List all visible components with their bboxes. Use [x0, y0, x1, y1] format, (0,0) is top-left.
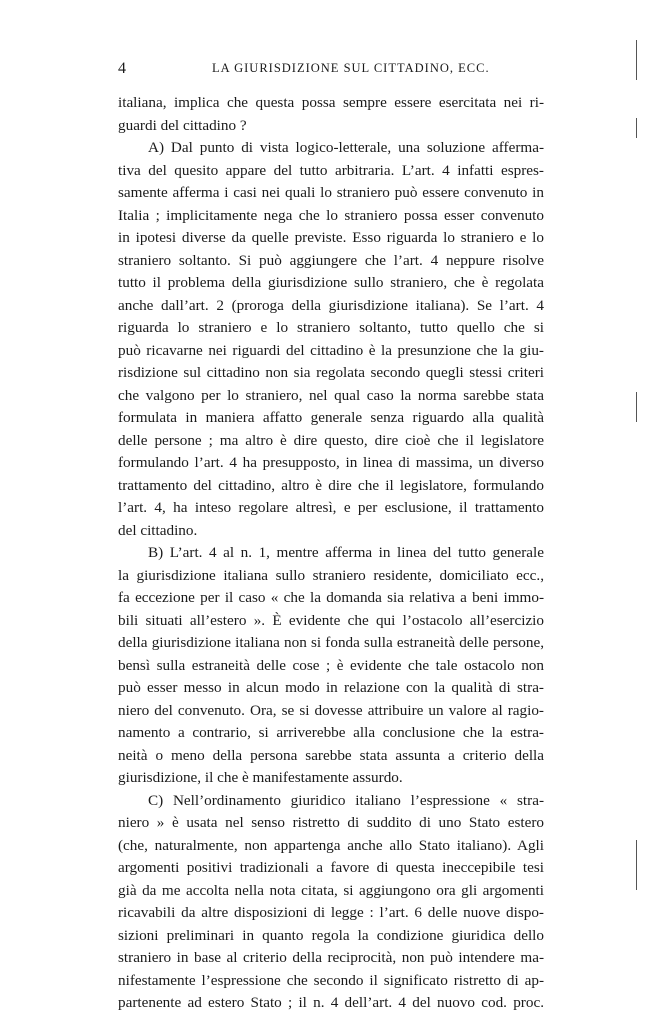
- text-line: C) Nell’ordinamento giuridico italiano l’espressione « stra-: [148, 791, 544, 809]
- text-line: B) L’art. 4 al n. 1, mentre afferma in linea del tutto generale: [148, 544, 544, 561]
- text-line: straniero in base al criterio della reciprocità, non può intendere ma-: [118, 949, 544, 966]
- text-line: ricavabili da altre disposizioni di legge : l’art. 6 delle nuove dispo-: [118, 904, 544, 921]
- text-line: bensì sulla estraneità delle cose ; è evidente che tale ostacolo non: [118, 656, 544, 674]
- page-number: 4: [118, 60, 127, 77]
- text-line: fa eccezione per il caso « che la domanda sia relativa a beni immo-: [118, 589, 544, 606]
- text-line: anche dall’art. 2 (proroga della giurisdizione italiana). Se l’art. 4: [118, 296, 544, 314]
- text-line: trattamento del cittadino, altro è dire che il legislatore, formulando: [118, 476, 544, 494]
- text-line: straniero soltanto. Si può aggiungere che l’art. 4 neppure risolve: [118, 251, 544, 269]
- body-text: [118, 92, 544, 1015]
- text-line: niero » è usata nel senso ristretto di suddito di uno Stato estero: [118, 814, 544, 831]
- text-line: (che, naturalmente, non appartenga anche allo Stato italiano). Agli: [118, 836, 544, 854]
- text-line: argomenti positivi tradizionali a favore di questa ineccepibile tesi: [118, 859, 544, 876]
- text-line: neità o meno della persona sarebbe stata assunta a criterio della: [118, 746, 544, 764]
- text-line: tiva del quesito appare del tutto arbitraria. L’art. 4 infatti espres-: [118, 161, 544, 179]
- text-line: nifestamente l’espressione che secondo il significato ristretto di ap-: [118, 971, 544, 989]
- text-line: risdizione sul cittadino non sia regolata secondo quegli stessi criteri: [118, 364, 544, 381]
- text-line: sizioni preliminari in quanto regola la condizione giuridica dello: [118, 926, 544, 944]
- margin-scan-mark: [636, 840, 637, 890]
- text-line: bili situati all’estero ». È evidente che qui l’ostacolo all’esercizio: [118, 611, 544, 629]
- text-line: l’art. 4, ha inteso regolare altresì, e per esclusione, il trattamento: [118, 499, 544, 516]
- text-line: già da me accolta nella nota citata, si aggiungono ora gli argomenti: [118, 881, 544, 899]
- text-line: può ricavarne nei riguardi del cittadino è la presunzione che la giu-: [118, 341, 544, 359]
- text-line: niero del convenuto. Ora, se si dovesse attribuire un valore al ragio-: [118, 701, 544, 719]
- text-line: riguarda lo straniero e lo straniero soltanto, tutto quello che si: [118, 319, 544, 336]
- margin-scan-mark: [636, 392, 637, 422]
- text-line: guardi del cittadino ?: [118, 116, 247, 134]
- text-line: namento a contrario, si arriverebbe alla conclusione che la estra-: [118, 724, 544, 741]
- margin-scan-mark: [636, 40, 637, 80]
- text-line: in ipotesi diverse da quelle previste. Esso riguarda lo straniero e lo: [118, 229, 544, 246]
- text-line: italiana, implica che questa possa sempre essere esercitata nei ri-: [118, 94, 544, 111]
- text-line: che valgono per lo straniero, nel qual caso la norma sarebbe stata: [118, 386, 544, 404]
- text-line: formulando l’art. 4 ha presupposto, in linea di massima, un diverso: [118, 454, 544, 471]
- page-header: [118, 60, 544, 80]
- text-line: Italia ; implicitamente nega che lo straniero possa esser convenuto: [118, 206, 544, 224]
- text-line: tutto il problema della giurisdizione sullo straniero, che è regolata: [118, 274, 544, 291]
- text-line: partenente ad estero Stato ; il n. 4 dell’art. 4 del nuovo cod. proc.: [118, 994, 544, 1011]
- text-line: può esser messo in alcun modo in relazione con la qualità di stra-: [118, 679, 544, 696]
- margin-scan-mark: [636, 118, 637, 138]
- text-line: formulata in maniera affatto generale senza riguardo alla qualità: [118, 409, 544, 426]
- text-line: la giurisdizione italiana sullo straniero residente, domiciliato ecc.,: [118, 566, 544, 584]
- text-line: samente afferma i casi nei quali lo straniero può essere convenuto in: [118, 184, 544, 201]
- text-line: A) Dal punto di vista logico-letterale, una soluzione afferma-: [148, 139, 544, 156]
- text-line: giurisdizione, il che è manifestamente assurdo.: [118, 769, 403, 786]
- running-head: LA GIURISDIZIONE SUL CITTADINO, ECC.: [212, 61, 490, 75]
- text-line: delle persone ; ma altro è dire questo, dire cioè che il legislatore: [118, 431, 544, 449]
- text-line: della giurisdizione italiana non si fonda sulla estraneità delle persone,: [118, 634, 544, 651]
- text-line: del cittadino.: [118, 521, 198, 539]
